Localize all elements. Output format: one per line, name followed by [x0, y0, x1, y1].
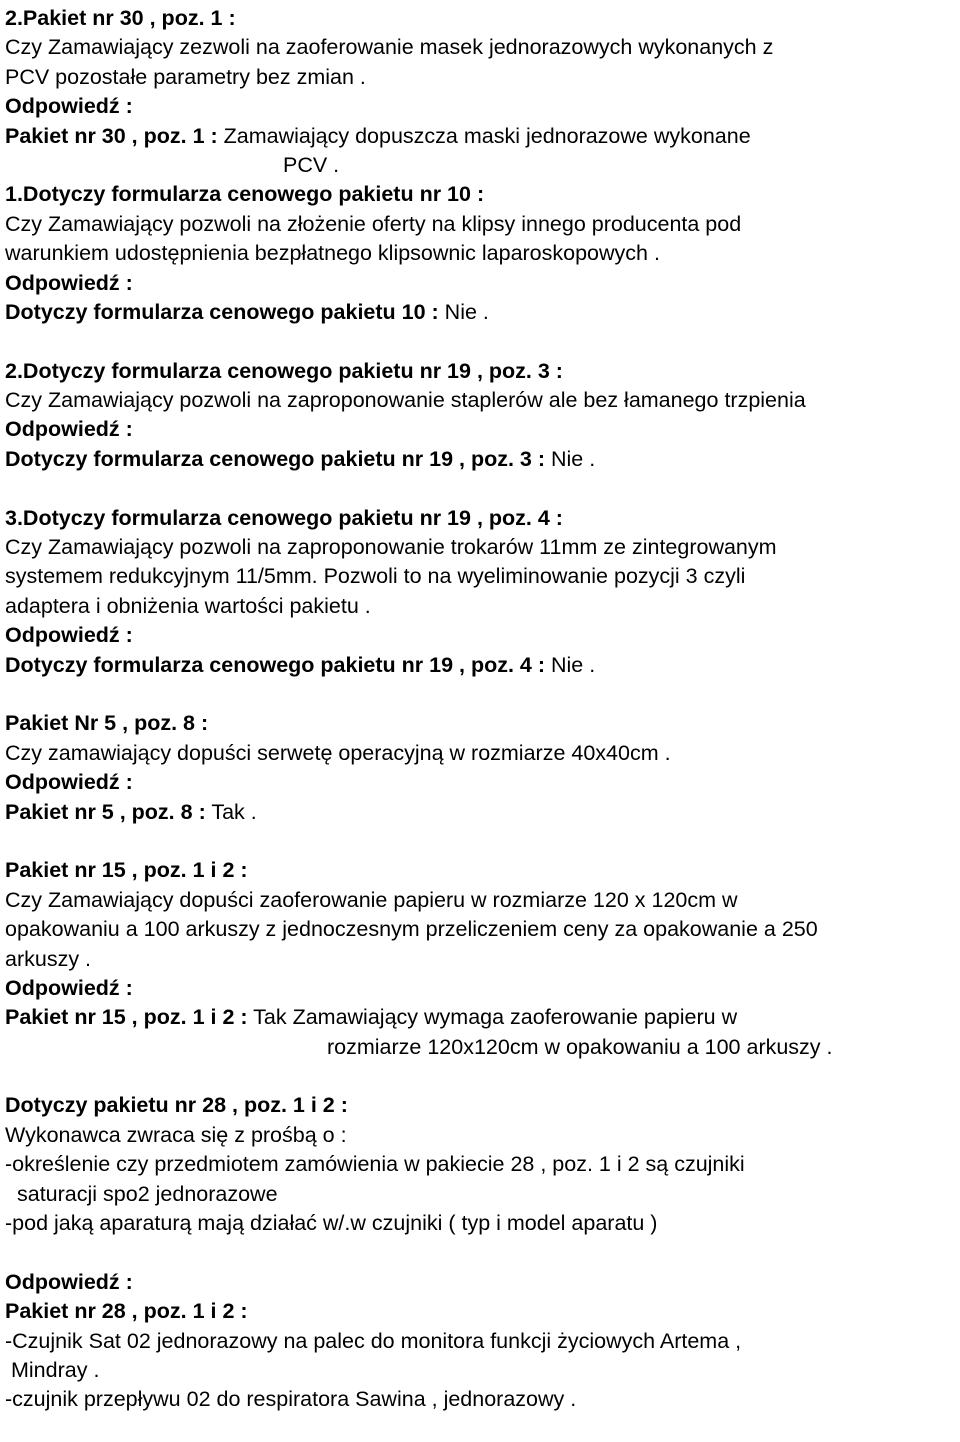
answer-label: Odpowiedź : [5, 975, 133, 1000]
section-heading: 2.Dotyczy formularza cenowego pakietu nr 19 , poz. 3 : [5, 358, 563, 383]
answer-label: Odpowiedź : [5, 94, 133, 119]
question-text: Czy Zamawiający dopuści zaoferowanie papieru w rozmiarze 120 x 120cm w [5, 887, 738, 912]
question-text: -określenie czy przedmiotem zamówienia w pakiecie 28 , poz. 1 i 2 są czujniki [5, 1152, 745, 1177]
answer-label: Odpowiedź : [5, 770, 133, 795]
answer-line [5, 1003, 957, 1032]
answer-text: Nie . [545, 446, 596, 471]
answer-line [5, 651, 957, 680]
answer-label: Odpowiedź : [5, 623, 133, 648]
document-page [5, 4, 957, 1415]
answer-text: Tak . [205, 799, 257, 824]
answer-text: Nie . [438, 299, 489, 324]
spacer [5, 327, 957, 356]
question-text: opakowaniu a 100 arkuszy z jednoczesnym przeliczeniem ceny za opakowanie a 250 [5, 917, 818, 942]
answer-text: -Czujnik Sat 02 jednorazowy na palec do monitora funkcji życiowych Artema , [5, 1328, 742, 1353]
section-heading: Pakiet Nr 5 , poz. 8 : [5, 711, 209, 736]
answer-reference: Dotyczy formularza cenowego pakietu 10 : [5, 299, 439, 324]
spacer [5, 1238, 957, 1267]
answer-text: Nie . [545, 652, 596, 677]
answer-label: Odpowiedź : [5, 1269, 133, 1294]
question-text: saturacji spo2 jednorazowe [17, 1181, 278, 1206]
answer-reference: Dotyczy formularza cenowego pakietu nr 19 , poz. 4 : [5, 652, 546, 677]
section-heading: Pakiet nr 15 , poz. 1 i 2 : [5, 858, 248, 883]
question-text: Czy Zamawiający pozwoli na zaproponowanie trokarów 11mm ze zintegrowanym [5, 535, 777, 560]
section-heading: 1.Dotyczy formularza cenowego pakietu nr 10 : [5, 182, 485, 207]
spacer [5, 827, 957, 856]
section-heading: 3.Dotyczy formularza cenowego pakietu nr 19 , poz. 4 : [5, 505, 563, 530]
answer-line [5, 445, 957, 474]
answer-line [5, 298, 957, 327]
answer-label: Odpowiedź : [5, 270, 133, 295]
spacer [5, 474, 957, 503]
answer-text: Zamawiający dopuszcza maski jednorazowe wykonane [217, 123, 751, 148]
answer-text: Mindray . [11, 1357, 100, 1382]
spacer [5, 680, 957, 709]
question-text: Czy Zamawiający pozwoli na zaproponowanie staplerów ale bez łamanego trzpienia [5, 388, 806, 413]
question-text: arkuszy . [5, 946, 92, 971]
answer-text: Tak Zamawiający wymaga zaoferowanie papieru w [247, 1005, 738, 1030]
question-text: -pod jaką aparaturą mają działać w/.w czujniki ( typ i model aparatu ) [5, 1211, 658, 1236]
answer-reference: Pakiet nr 15 , poz. 1 i 2 : [5, 1005, 248, 1030]
section-heading: Dotyczy pakietu nr 28 , poz. 1 i 2 : [5, 1093, 348, 1118]
question-text: Czy Zamawiający pozwoli na złożenie oferty na klipsy innego producenta pod [5, 211, 742, 236]
question-text: PCV pozostałe parametry bez zmian . [5, 64, 366, 89]
answer-text: PCV . [283, 152, 340, 177]
answer-line [5, 122, 957, 151]
answer-reference: Pakiet nr 30 , poz. 1 : [5, 123, 218, 148]
spacer [5, 1062, 957, 1091]
section-heading: 2.Pakiet nr 30 , poz. 1 : [5, 6, 236, 30]
question-text: Wykonawca zwraca się z prośbą o : [5, 1122, 347, 1147]
question-text: adaptera i obniżenia wartości pakietu . [5, 593, 371, 618]
answer-reference: Pakiet nr 28 , poz. 1 i 2 : [5, 1299, 248, 1324]
answer-reference: Pakiet nr 5 , poz. 8 : [5, 799, 206, 824]
question-text: systemem redukcyjnym 11/5mm. Pozwoli to na wyeliminowanie pozycji 3 czyli [5, 564, 746, 589]
question-text: Czy zamawiający dopuści serwetę operacyjną w rozmiarze 40x40cm . [5, 740, 671, 765]
answer-line [5, 798, 957, 827]
answer-text: rozmiarze 120x120cm w opakowaniu a 100 arkuszy . [327, 1034, 833, 1059]
answer-reference: Dotyczy formularza cenowego pakietu nr 19 , poz. 3 : [5, 446, 546, 471]
answer-label: Odpowiedź : [5, 417, 133, 442]
answer-text: -czujnik przepływu 02 do respiratora Sawina , jednorazowy . [5, 1387, 577, 1412]
question-text: warunkiem udostępnienia bezpłatnego klipsownic laparoskopowych . [5, 241, 660, 266]
question-text: Czy Zamawiający zezwoli na zaoferowanie masek jednorazowych wykonanych z [5, 35, 774, 60]
